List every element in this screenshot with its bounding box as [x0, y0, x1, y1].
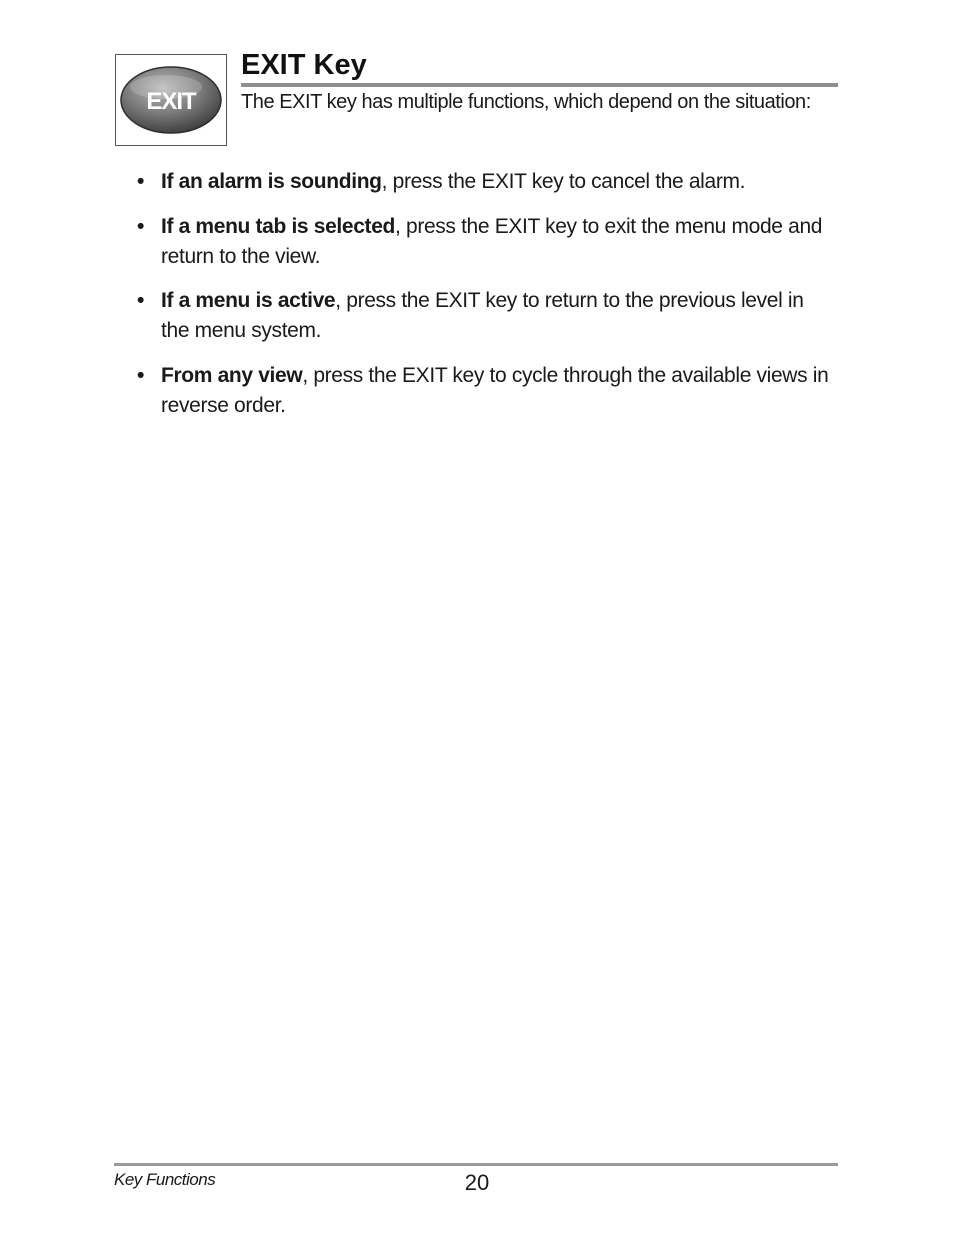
- intro-text: The EXIT key has multiple functions, which depend on the situation:: [241, 91, 811, 113]
- item-lead: If a menu is active: [161, 289, 336, 312]
- bullet-icon: •: [137, 170, 145, 193]
- list-item: [137, 212, 837, 272]
- page-number: 20: [464, 1170, 490, 1195]
- footer-section-name: Key Functions: [114, 1170, 216, 1189]
- footer-divider: [114, 1163, 838, 1166]
- list-item: [137, 361, 837, 421]
- exit-key-label: EXIT: [146, 88, 196, 115]
- page-title: EXIT Key: [241, 49, 367, 81]
- item-lead: If a menu tab is selected: [161, 215, 396, 238]
- exit-button-icon: [116, 55, 226, 145]
- title-divider: [241, 83, 838, 87]
- item-text: , press the EXIT key to return to the previous level in the menu system.: [161, 289, 804, 342]
- item-lead: If an alarm is sounding: [161, 170, 382, 193]
- bullet-icon: •: [137, 289, 145, 312]
- exit-key-image: [115, 54, 227, 146]
- bullet-icon: •: [137, 215, 145, 238]
- item-lead: From any view: [161, 364, 303, 387]
- item-text: , press the EXIT key to exit the menu mode and return to the view.: [161, 215, 823, 268]
- bullet-icon: •: [137, 364, 145, 387]
- list-item: [137, 167, 837, 197]
- item-text: , press the EXIT key to cancel the alarm.: [381, 170, 746, 193]
- item-text: , press the EXIT key to cycle through the available views in reverse order.: [161, 364, 829, 417]
- list-item: [137, 286, 837, 346]
